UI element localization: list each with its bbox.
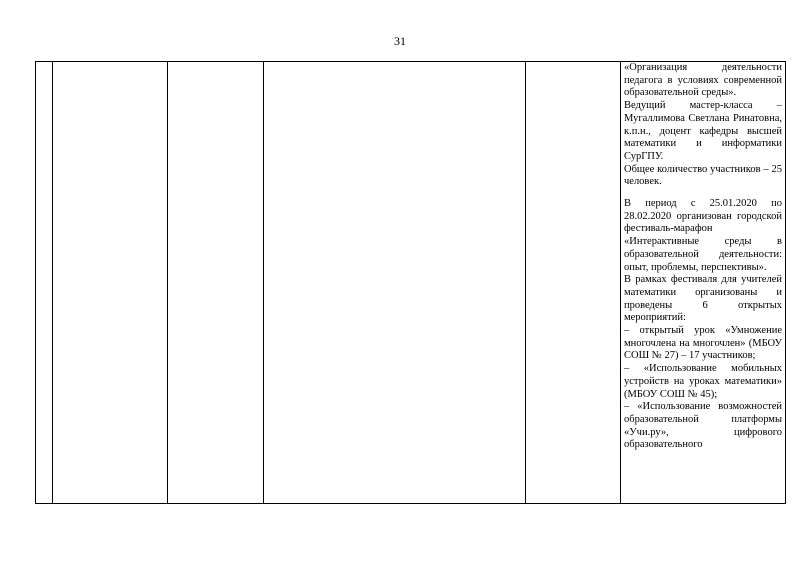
table-row xyxy=(36,62,786,504)
report-table xyxy=(35,61,786,504)
table-cell-col2 xyxy=(53,62,168,504)
table-cell-col3 xyxy=(168,62,264,504)
table-cell-col5 xyxy=(526,62,621,504)
paragraph: Общее количество участников – 25 человек. xyxy=(624,163,782,188)
paragraph: Ведущий мастер-класса – Мугаллимова Светлана Ринатовна, к.п.н., доцент кафедры высшей математики и информатики СурГПУ. xyxy=(624,100,782,162)
list-item: – «Использование мобильных устройств на уроках математики» (МБОУ СОШ № 45); xyxy=(624,363,782,400)
table-cell-description xyxy=(621,62,786,504)
list-item: – «Использование возможностей образовательной платформы «Учи.ру», цифрового образовательного xyxy=(624,401,782,451)
table-cell-col4 xyxy=(264,62,526,504)
paragraph-gap xyxy=(624,189,782,198)
page-number: 31 xyxy=(394,34,406,48)
paragraph: В рамках фестиваля для учителей математики организованы и проведены 6 открытых мероприятий: xyxy=(624,274,782,324)
paragraph: В период с 25.01.2020 по 28.02.2020 организован городской фестиваль-марафон «Интерактивные среды в образовательной деятельности: опыт, проблемы, перспективы». xyxy=(624,198,782,273)
paragraph: «Организация деятельности педагога в условиях современной образовательной среды». xyxy=(624,62,782,99)
list-item: – открытый урок «Умножение многочлена на многочлен» (МБОУ СОШ № 27) – 17 участников; xyxy=(624,325,782,362)
table-cell-index xyxy=(36,62,53,504)
